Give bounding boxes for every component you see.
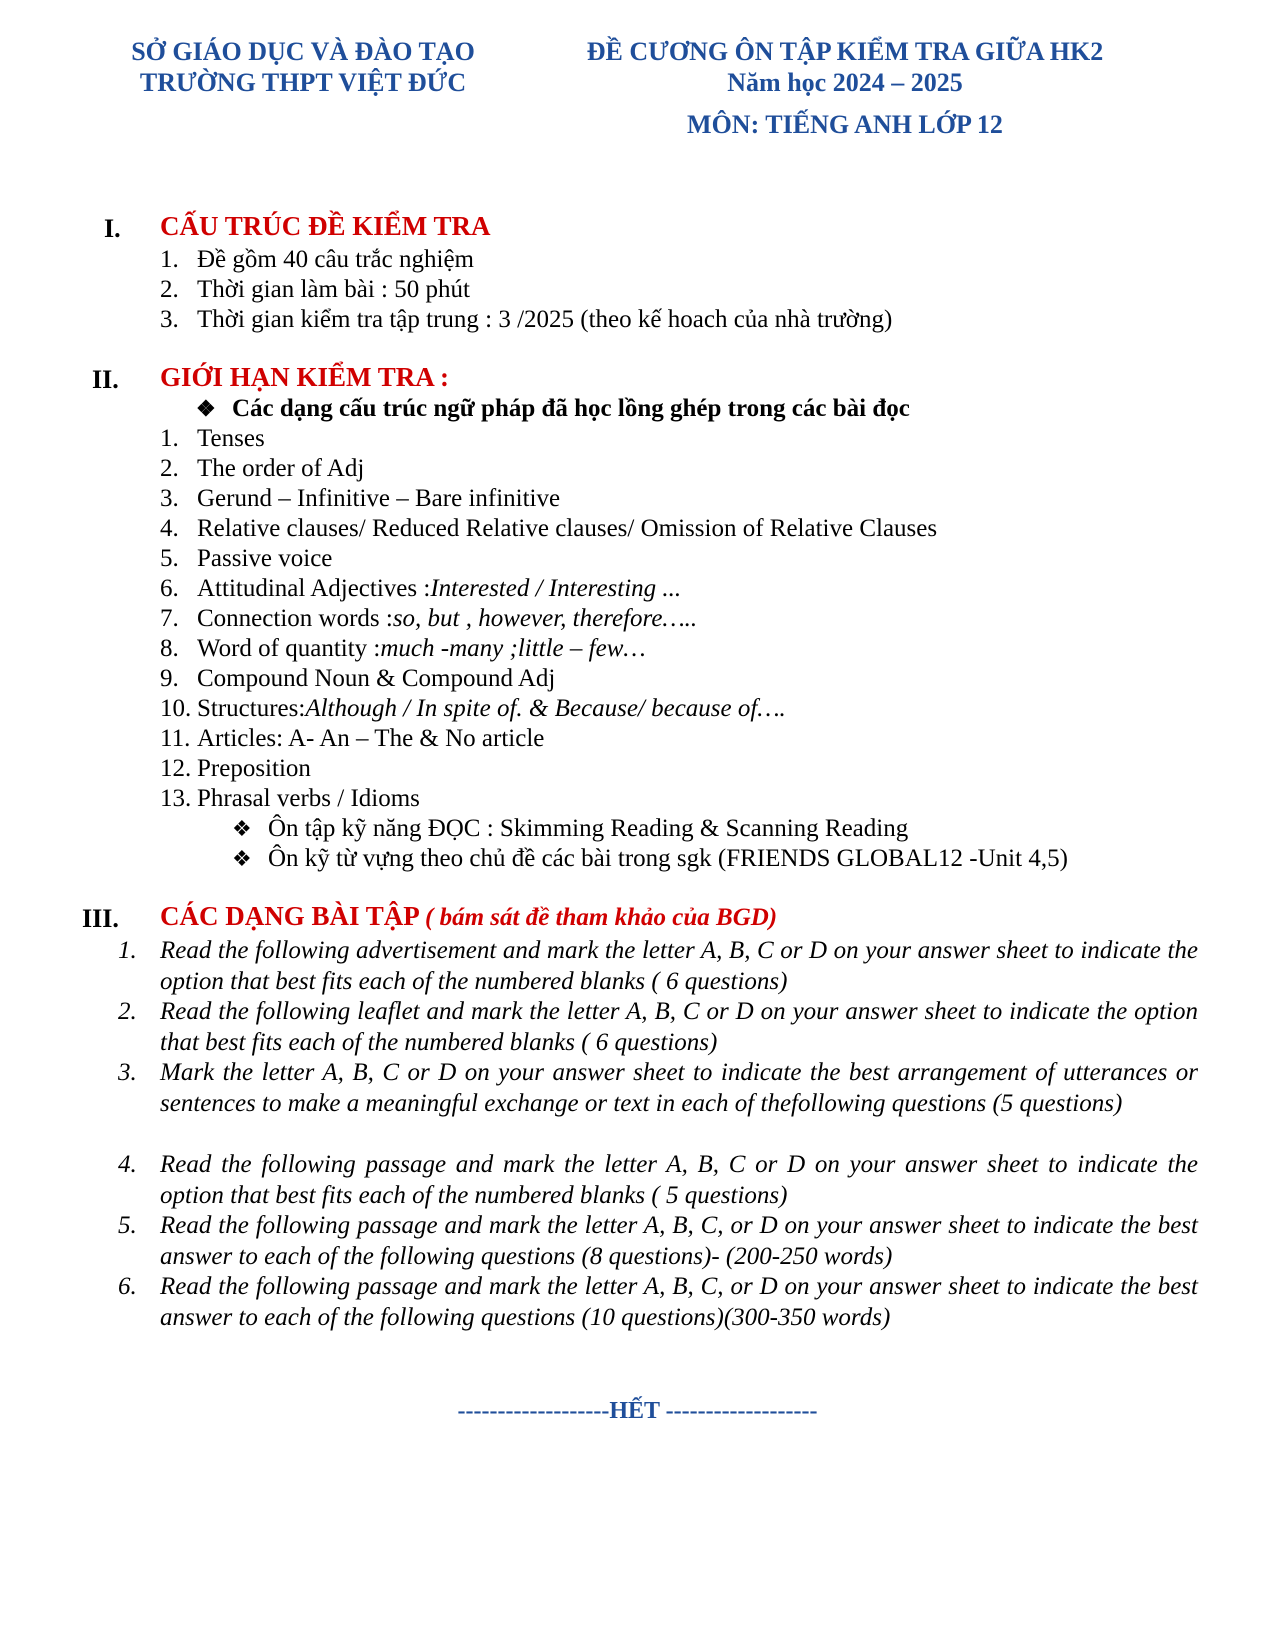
list-item — [160, 423, 265, 454]
list-item — [118, 1210, 1198, 1272]
item-text: The order of Adj — [197, 455, 365, 482]
section-3-title-text: CÁC DẠNG BÀI TẬP — [160, 901, 419, 931]
list-item — [160, 663, 555, 694]
item-text: Read the following advertisement and mark the letter A, B, C or D on your answer sheet to indicate the option that best fits each of the numbered blanks ( 6 questions) — [160, 937, 1198, 995]
school-year: Năm học 2024 – 2025 — [727, 68, 963, 97]
lead-bullet-text: Các dạng cấu trúc ngữ pháp đã học lồng ghép trong các bài đọc — [232, 395, 910, 422]
list-item — [118, 935, 1198, 997]
item-number: 3. — [160, 306, 179, 333]
item-example: Although / In spite of. & Because/ because of…. — [305, 695, 786, 722]
item-number: 1. — [118, 937, 137, 964]
section-3-roman: III. — [82, 904, 119, 933]
item-text: Read the following leaflet and mark the letter A, B, C or D on your answer sheet to indicate the option that best fits each of the numbered blanks ( 6 questions) — [160, 998, 1198, 1056]
item-number: 2. — [160, 276, 179, 303]
item-number: 13. — [160, 785, 192, 812]
item-text: Compound Noun & Compound Adj — [197, 665, 556, 692]
list-item — [160, 723, 544, 754]
item-number: 8. — [160, 635, 179, 662]
list-item — [160, 693, 786, 724]
item-text: Read the following passage and mark the letter A, B, C, or D on your answer sheet to indicate the best answer to each of the following questions (10 questions)(300-350 words) — [160, 1273, 1198, 1331]
item-number: 1. — [160, 425, 179, 452]
section-3-title-note: ( bám sát đề tham khảo của BGD) — [425, 904, 778, 931]
section-1-title: CẤU TRÚC ĐỀ KIỂM TRA — [160, 211, 491, 241]
section-2-title: GIỚI HẠN KIỂM TRA : — [160, 362, 450, 392]
item-text: Attitudinal Adjectives : — [197, 575, 431, 602]
item-text: Read the following passage and mark the letter A, B, C or D on your answer sheet to indicate the option that best fits each of the numbered blanks ( 5 questions) — [160, 1151, 1198, 1209]
list-item — [160, 783, 420, 814]
item-number: 2. — [118, 998, 137, 1025]
list-item — [160, 513, 937, 544]
item-text: Passive voice — [197, 545, 333, 572]
item-text: Read the following passage and mark the letter A, B, C, or D on your answer sheet to indicate the best answer to each of the following questions (8 questions)- (200-250 words) — [160, 1212, 1198, 1270]
list-item — [160, 753, 311, 784]
list-item — [160, 633, 646, 664]
section-1-roman: I. — [104, 214, 121, 243]
list-item — [160, 603, 697, 634]
list-item — [160, 274, 470, 305]
item-number: 3. — [160, 485, 179, 512]
subject-title: MÔN: TIẾNG ANH LỚP 12 — [687, 110, 1003, 139]
item-text: Word of quantity : — [197, 635, 381, 662]
item-number: 10. — [160, 695, 192, 722]
document-title: ĐỀ CƯƠNG ÔN TẬP KIỂM TRA GIỮA HK2 — [586, 37, 1104, 66]
item-number: 2. — [160, 455, 179, 482]
list-item — [118, 1057, 1198, 1119]
sub-bullet-text: Ôn kỹ từ vựng theo chủ đề các bài trong sgk (FRIENDS GLOBAL12 -Unit 4,5) — [268, 845, 1068, 872]
school-name: TRƯỜNG THPT VIỆT ĐỨC — [139, 68, 467, 97]
item-number: 3. — [118, 1059, 137, 1086]
header-right — [555, 36, 1135, 140]
item-example: Interested / Interesting ... — [430, 575, 682, 602]
item-number: 7. — [160, 605, 179, 632]
item-text: Tenses — [197, 425, 265, 452]
list-item — [160, 244, 474, 275]
list-item — [160, 304, 892, 335]
list-item — [160, 483, 560, 514]
item-example: so, but , however, therefore….. — [392, 605, 698, 632]
diamond-bullet-icon: ❖ — [196, 396, 216, 421]
item-text: Connection words : — [197, 605, 393, 632]
lead-bullet — [196, 393, 910, 424]
item-text: Preposition — [197, 755, 311, 782]
sub-bullet — [232, 813, 908, 844]
item-text: Thời gian kiểm tra tập trung : 3 /2025 (theo kế hoach của nhà trường) — [197, 306, 893, 333]
item-number: 4. — [160, 515, 179, 542]
item-number: 6. — [118, 1273, 137, 1300]
item-number: 9. — [160, 665, 179, 692]
item-number: 1. — [160, 246, 179, 273]
item-text: Mark the letter A, B, C or D on your answer sheet to indicate the best arrangement of utterances or sentences to make a meaningful exchange or text in each of thefollowing questions (5 questions) — [160, 1059, 1198, 1117]
list-item — [118, 996, 1198, 1058]
item-text: Phrasal verbs / Idioms — [197, 785, 420, 812]
item-number: 6. — [160, 575, 179, 602]
sub-bullet — [232, 843, 1068, 874]
department-name: SỞ GIÁO DỤC VÀ ĐÀO TẠO — [131, 37, 475, 66]
item-text: Relative clauses/ Reduced Relative clauses/ Omission of Relative Clauses — [197, 515, 938, 542]
list-item — [118, 1149, 1198, 1211]
item-text: Structures: — [197, 695, 306, 722]
header-left — [108, 36, 498, 98]
list-item — [160, 573, 681, 604]
item-text: Articles: A- An – The & No article — [197, 725, 545, 752]
item-number: 12. — [160, 755, 192, 782]
item-number: 11. — [160, 725, 191, 752]
item-number: 5. — [118, 1212, 137, 1239]
item-text: Thời gian làm bài : 50 phút — [197, 276, 470, 303]
diamond-bullet-icon: ❖ — [232, 816, 252, 841]
section-3-title — [160, 901, 777, 932]
diamond-bullet-icon: ❖ — [232, 846, 252, 871]
list-item — [160, 543, 332, 574]
sub-bullet-text: Ôn tập kỹ năng ĐỌC : Skimming Reading & Scanning Reading — [268, 815, 909, 842]
section-2-roman: II. — [92, 365, 119, 394]
list-item — [118, 1271, 1198, 1333]
list-item — [160, 453, 364, 484]
end-marker: -------------------HẾT ------------------- — [457, 1398, 818, 1424]
item-text: Gerund – Infinitive – Bare infinitive — [197, 485, 561, 512]
item-text: Đề gồm 40 câu trắc nghiệm — [197, 246, 474, 273]
item-example: much -many ;little – few… — [380, 635, 646, 662]
item-number: 5. — [160, 545, 179, 572]
item-number: 4. — [118, 1151, 137, 1178]
